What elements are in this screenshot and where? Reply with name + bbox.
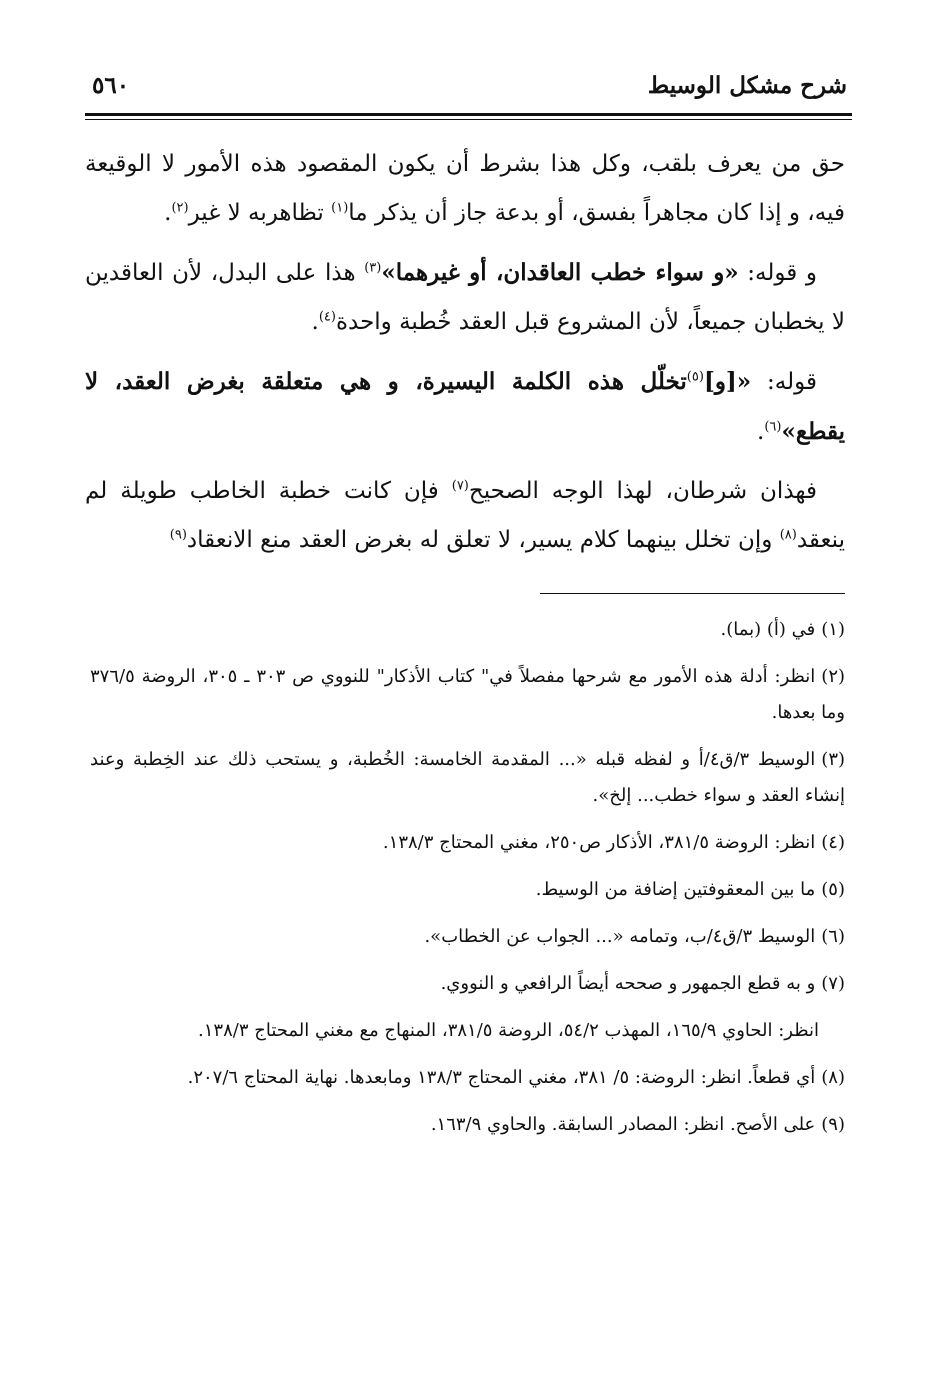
header-rule-thin: [85, 119, 852, 120]
footnote-8: (٨)أي قطعاً. انظر: الروضة: ٥/ ٣٨١، مغني المحتاج ١٣٨/٣ ومابعدها. نهاية المحتاج ٢٠٧/٦.: [187, 1067, 845, 1088]
footnote-ref: (٦): [764, 419, 782, 435]
page-number: ٥٦٠: [92, 72, 130, 99]
footnote-ref: (١): [331, 200, 349, 216]
footnote-ref: (٣): [364, 260, 382, 276]
footnote-2: (٢)انظر: أدلة هذه الأمور مع شرحها مفصلاً في" كتاب الأذكار" للنووي ص ٣٠٣ ـ ٣٠٥، الروضة ٣٧٦/٥ وما بعدها.: [90, 666, 846, 723]
paragraph-2: و قوله: «و سواء خطب العاقدان، أو غيرهما»$^{(٣)}$ هذا على البدل، لأن العاقدين لا يخطبان جميعاً، لأن المشروع قبل العقد خُطبة واحدة$^{(٤)}$.: [85, 259, 845, 335]
footnote-separator: [540, 593, 845, 594]
footnote-ref: (٢): [171, 200, 189, 216]
footnote-6: (٦)الوسيط ٣/ق٤/ب، وتمامه «... الجواب عن الخطاب».: [424, 926, 845, 947]
footnote-3: (٣)الوسيط ٣/ق٤/أ و لفظه قبله «... المقدمة الخامسة: الخُطبة، و يستحب ذلك عند الخِطبة وعند إنشاء العقد و سواء خطب... إلخ».: [90, 749, 846, 806]
footnote-ref: (٤): [318, 309, 336, 325]
footnote-ref: (٧): [451, 478, 469, 494]
footnote-7-continuation: انظر: الحاوي ١٦٥/٩، المهذب ٥٤/٢، الروضة ٣٨١/٥، المنهاج مع مغني المحتاج ١٣٨/٣.: [198, 1020, 819, 1041]
main-text: [85, 140, 845, 575]
footnote-9: (٩)على الأصح. انظر: المصادر السابقة. والحاوي ١٦٣/٩.: [430, 1114, 845, 1135]
footnote-4: (٤)انظر: الروضة ٣٨١/٥، الأذكار ص٢٥٠، مغني المحتاج ١٣٨/٣.: [382, 832, 845, 853]
running-title: شرح مشكل الوسيط: [647, 72, 847, 99]
footnote-ref: (٨): [779, 527, 797, 543]
paragraph-1: حق من يعرف بلقب، وكل هذا بشرط أن يكون المقصود هذه الأمور لا الوقيعة فيه، و إذا كان مجاهراً بفسق، أو بدعة جاز أن يذكر ما$^{(١)}$ تظاهربه لا غير$^{(٢)}$.: [85, 151, 845, 226]
footnote-5: (٥)ما بين المعقوفتين إضافة من الوسيط.: [535, 879, 845, 900]
footnote-ref: (٩): [169, 527, 187, 543]
paragraph-3: قوله: «[و]$^{(٥)}$تخلّل هذه الكلمة اليسيرة، و هي متعلقة بغرض العقد، لا يقطع»$^{(٦)}$.: [85, 368, 845, 445]
page-header: [92, 72, 847, 112]
header-rule: [85, 113, 852, 116]
footnotes: [90, 612, 845, 1154]
footnote-7: (٧)و به قطع الجمهور و صححه أيضاً الرافعي و النووي.: [440, 973, 845, 994]
footnote-1: (١)في (أ) (بما).: [720, 619, 845, 640]
quoted-text: «[و]: [703, 368, 752, 395]
quoted-text: «و سواء خطب العاقدان، أو غيرهما»: [381, 259, 739, 286]
quoted-text: تخلّل هذه الكلمة اليسيرة، و هي متعلقة بغرض العقد، لا يقطع»: [85, 368, 845, 445]
paragraph-4: فهذان شرطان، لهذا الوجه الصحيح$^{(٧)}$ فإن كانت خطبة الخاطب طويلة لم ينعقد$^{(٨)}$ وإن تخلل بينهما كلام يسير، لا تعلق له بغرض العقد منع الانعقاد$^{(٩)}$: [85, 478, 845, 553]
footnote-ref: (٥): [686, 369, 704, 385]
